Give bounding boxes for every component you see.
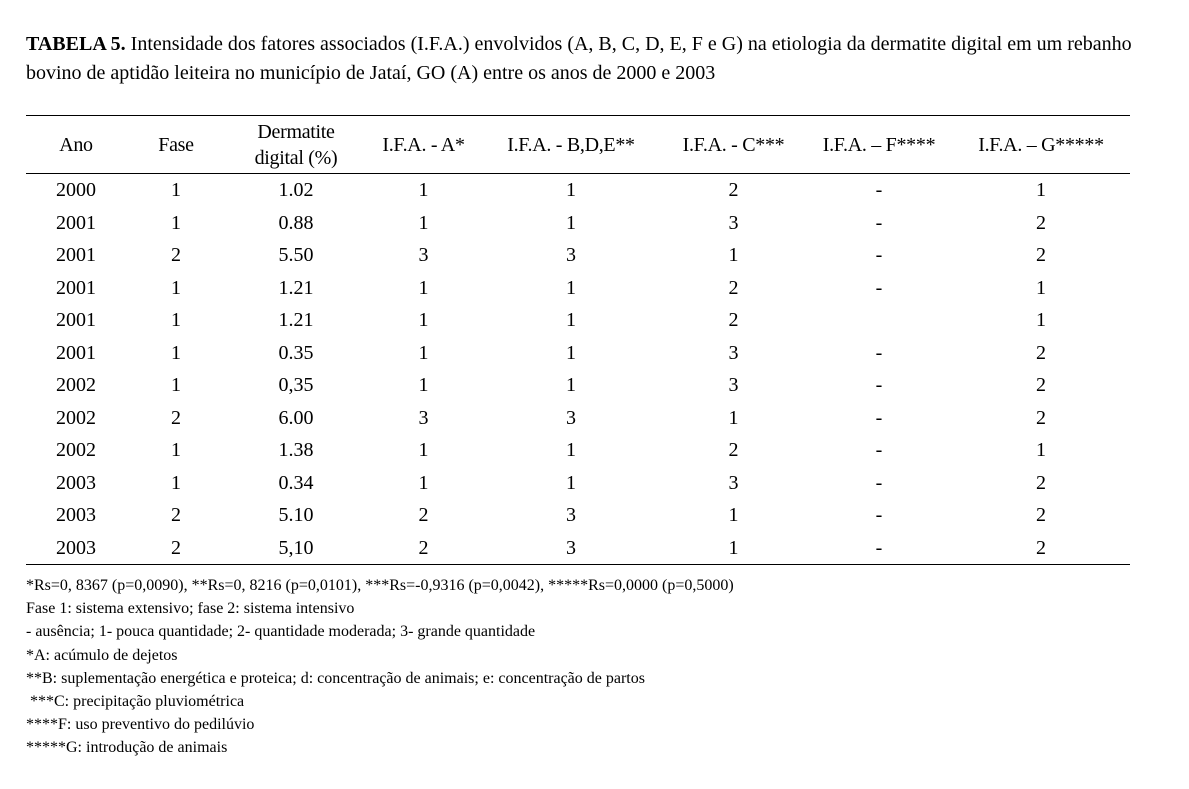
footnote-line: *Rs=0, 8367 (p=0,0090), **Rs=0, 8216 (p=0,0101), ***Rs=-0,9316 (p=0,0042), *****Rs=0,0000 (p=0,5000) xyxy=(26,577,734,594)
cell-ifa-bde: 1 xyxy=(566,309,576,332)
data-table-container xyxy=(26,115,1130,565)
cell-ifa-c: 3 xyxy=(728,341,739,364)
cell-ifa-bde: 1 xyxy=(566,374,576,397)
cell-ifa-g: 1 xyxy=(1036,439,1046,462)
cell-ifa-bde: 3 xyxy=(566,536,576,559)
cell-ano: 2003 xyxy=(56,536,96,559)
header-ifa-bde: I.F.A. - B,D,E** xyxy=(507,133,635,156)
cell-ano: 2002 xyxy=(56,406,96,429)
cell-dermatite-digital: 6.00 xyxy=(278,406,314,429)
header-ifa-g: I.F.A. – G***** xyxy=(978,133,1104,156)
cell-ifa-bde: 1 xyxy=(566,276,576,299)
cell-fase: 1 xyxy=(171,374,181,397)
cell-ifa-c: 1 xyxy=(728,406,739,429)
footnote-line: **B: suplementação energética e proteica; d: concentração de animais; e: concentração de partos xyxy=(26,669,645,687)
footnote-line: *A: acúmulo de dejetos xyxy=(26,646,178,664)
table-row xyxy=(26,532,1130,565)
cell-dermatite-digital: 0.35 xyxy=(278,341,314,364)
table-row xyxy=(26,207,1130,240)
data-table xyxy=(26,115,1130,565)
table-header xyxy=(26,116,1130,174)
cell-ifa-g: 2 xyxy=(1036,504,1046,527)
footnote-line: - ausência; 1- pouca quantidade; 2- quantidade moderada; 3- grande quantidade xyxy=(26,623,536,641)
footnote-line: ***C: precipitação pluviométrica xyxy=(26,693,245,711)
cell-dermatite-digital: 0.34 xyxy=(278,471,314,494)
table-row xyxy=(26,272,1130,305)
cell-ifa-a: 1 xyxy=(418,341,429,364)
cell-ifa-a: 1 xyxy=(418,374,429,397)
header-dermatite-line1: Dermatite xyxy=(257,120,335,143)
cell-fase: 2 xyxy=(171,406,181,429)
cell-ifa-c: 3 xyxy=(728,471,739,494)
header-row xyxy=(26,116,1130,174)
cell-ifa-f: - xyxy=(875,536,883,559)
cell-ano: 2001 xyxy=(56,309,96,332)
cell-ifa-bde: 1 xyxy=(566,439,576,462)
cell-dermatite-digital: 1.21 xyxy=(278,309,314,332)
cell-ifa-f xyxy=(806,304,952,337)
cell-ifa-c: 3 xyxy=(728,374,739,397)
cell-ifa-bde: 1 xyxy=(566,179,576,202)
cell-ifa-bde: 1 xyxy=(566,471,576,494)
cell-ifa-g: 2 xyxy=(1036,536,1046,559)
cell-fase: 1 xyxy=(171,439,181,462)
table-row xyxy=(26,369,1130,402)
cell-ifa-a: 3 xyxy=(418,406,429,429)
cell-ifa-c: 3 xyxy=(728,211,739,234)
table-row xyxy=(26,337,1130,370)
cell-ifa-a: 3 xyxy=(418,244,429,267)
header-dermatite xyxy=(226,116,366,174)
cell-ifa-c: 2 xyxy=(728,309,739,332)
cell-ifa-c: 2 xyxy=(728,276,739,299)
header-fase: Fase xyxy=(158,133,194,156)
caption-label: TABELA 5. xyxy=(26,33,126,55)
footnote-line: ****F: uso preventivo do pedilúvio xyxy=(26,716,255,734)
header-ifa-f: I.F.A. – F**** xyxy=(822,133,936,156)
table-body xyxy=(26,174,1130,565)
table-row xyxy=(26,467,1130,500)
cell-ifa-a: 1 xyxy=(418,276,429,299)
cell-ano: 2003 xyxy=(56,504,96,527)
cell-ifa-c: 1 xyxy=(728,244,739,267)
cell-dermatite-digital: 5,10 xyxy=(278,536,314,559)
table-row xyxy=(26,239,1130,272)
cell-dermatite-digital: 5.10 xyxy=(278,504,314,527)
cell-ifa-g: 2 xyxy=(1036,341,1046,364)
cell-ifa-a: 1 xyxy=(418,211,429,234)
header-ano: Ano xyxy=(59,133,93,156)
cell-fase: 1 xyxy=(171,309,181,332)
table-row xyxy=(26,174,1130,207)
cell-ifa-a: 1 xyxy=(418,439,429,462)
cell-ifa-a: 1 xyxy=(418,179,429,202)
cell-ifa-g: 2 xyxy=(1036,406,1046,429)
cell-ifa-bde: 1 xyxy=(566,341,576,364)
cell-ifa-g: 1 xyxy=(1036,179,1046,202)
cell-ifa-g: 2 xyxy=(1036,374,1046,397)
cell-ifa-g: 1 xyxy=(1036,309,1046,332)
cell-dermatite-digital: 1.02 xyxy=(278,179,314,202)
cell-ano: 2002 xyxy=(56,374,96,397)
footnote-line: Fase 1: sistema extensivo; fase 2: sistema intensivo xyxy=(26,600,355,618)
cell-ifa-bde: 3 xyxy=(566,504,576,527)
cell-fase: 1 xyxy=(171,276,181,299)
cell-ano: 2001 xyxy=(56,276,96,299)
cell-ifa-a: 1 xyxy=(418,471,429,494)
cell-ifa-g: 2 xyxy=(1036,471,1046,494)
cell-ifa-c: 2 xyxy=(728,179,739,202)
cell-dermatite-digital: 5.50 xyxy=(278,244,314,267)
table-row xyxy=(26,434,1130,467)
cell-dermatite-digital: 0.88 xyxy=(278,211,314,234)
cell-ifa-a: 2 xyxy=(418,536,429,559)
cell-fase: 1 xyxy=(171,341,181,364)
cell-ifa-f: - xyxy=(875,374,883,397)
cell-ifa-bde: 3 xyxy=(566,244,576,267)
table-caption xyxy=(26,30,1166,88)
header-dermatite-line2: digital (%) xyxy=(254,146,338,169)
cell-dermatite-digital: 1.38 xyxy=(278,439,314,462)
cell-fase: 2 xyxy=(171,504,181,527)
cell-ifa-f: - xyxy=(875,341,883,364)
cell-ifa-bde: 3 xyxy=(566,406,576,429)
header-ifa-c: I.F.A. - C*** xyxy=(682,133,785,156)
cell-ifa-g: 1 xyxy=(1036,276,1046,299)
cell-ano: 2001 xyxy=(56,341,96,364)
table-row xyxy=(26,499,1130,532)
cell-ifa-c: 1 xyxy=(728,504,739,527)
cell-dermatite-digital: 0,35 xyxy=(278,374,314,397)
header-ifa-a: I.F.A. - A* xyxy=(382,133,465,156)
cell-fase: 1 xyxy=(171,179,181,202)
table-row xyxy=(26,402,1130,435)
cell-ifa-c: 1 xyxy=(728,536,739,559)
caption-text: Intensidade dos fatores associados (I.F.A.) envolvidos (A, B, C, D, E, F e G) na etiologia da dermatite digital em um rebanho bovino de aptidão leiteira no município de Jataí, GO (A) entre os anos de 2000 e 2003 xyxy=(26,33,1132,84)
cell-ifa-a: 1 xyxy=(418,309,429,332)
cell-ano: 2001 xyxy=(56,211,96,234)
cell-fase: 1 xyxy=(171,211,181,234)
cell-ifa-f: - xyxy=(875,276,883,299)
cell-ifa-g: 2 xyxy=(1036,244,1046,267)
table-row xyxy=(26,304,1130,337)
cell-ifa-a: 2 xyxy=(418,504,429,527)
cell-fase: 1 xyxy=(171,471,181,494)
cell-dermatite-digital: 1.21 xyxy=(278,276,314,299)
cell-fase: 2 xyxy=(171,244,181,267)
cell-ifa-f: - xyxy=(875,504,883,527)
cell-fase: 2 xyxy=(171,536,181,559)
cell-ifa-f: - xyxy=(875,406,883,429)
footnote-line: *****G: introdução de animais xyxy=(26,739,228,757)
cell-ifa-f: - xyxy=(875,471,883,494)
cell-ifa-c: 2 xyxy=(728,439,739,462)
cell-ano: 2001 xyxy=(56,244,96,267)
table-footnotes xyxy=(26,574,734,760)
cell-ifa-f: - xyxy=(875,179,883,202)
cell-ifa-bde: 1 xyxy=(566,211,576,234)
cell-ifa-f: - xyxy=(875,211,883,234)
cell-ano: 2000 xyxy=(56,179,96,202)
cell-ifa-f: - xyxy=(875,439,883,462)
cell-ifa-g: 2 xyxy=(1036,211,1046,234)
cell-ifa-f: - xyxy=(875,244,883,267)
cell-ano: 2002 xyxy=(56,439,96,462)
cell-ano: 2003 xyxy=(56,471,96,494)
